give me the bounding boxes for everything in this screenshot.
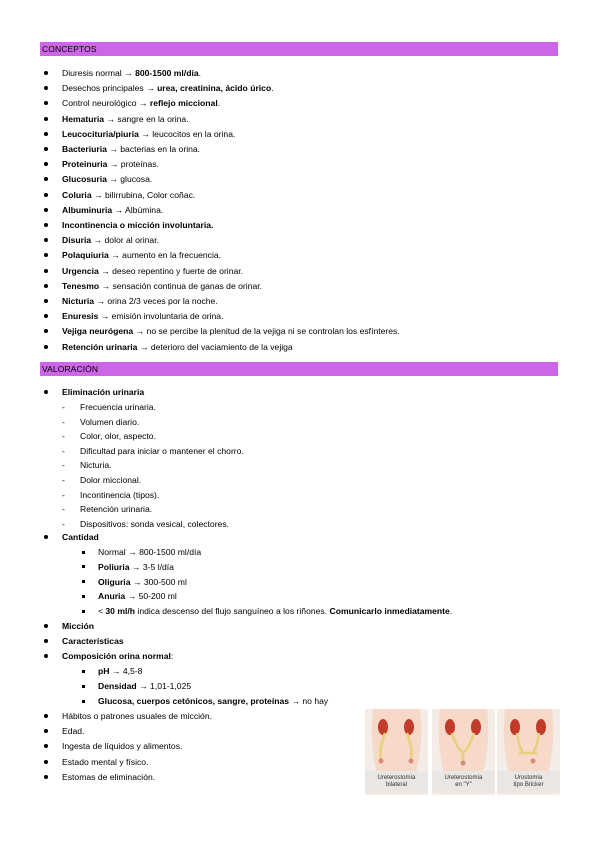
cantidad-title (62, 532, 99, 542)
bullet-dot (44, 147, 48, 151)
bullet-dot (44, 760, 48, 764)
stoma-caption (365, 771, 428, 793)
text-segment: Disuria (62, 235, 92, 246)
concept-item (62, 68, 201, 78)
text-segment: : (170, 651, 174, 661)
concept-item (62, 281, 262, 291)
bullet-dot (44, 177, 48, 181)
bullet-dot (44, 314, 48, 318)
bullet-dot (44, 86, 48, 90)
bullet-dot (44, 345, 48, 349)
eliminacion-item: Volumen diario. (80, 416, 140, 427)
valoracion-item: Edad. (62, 726, 85, 737)
text-segment: Cantidad (62, 532, 99, 542)
text-segment: Poliuria (98, 561, 130, 572)
stoma-caption (432, 771, 495, 793)
text-segment: → glucosa. (106, 174, 153, 185)
cantidad-item (98, 591, 177, 601)
text-segment: pH (98, 666, 110, 676)
bullet-dot (44, 390, 48, 394)
kidney-shape (378, 719, 388, 735)
kidney-shape (536, 719, 546, 735)
concept-item (62, 220, 213, 230)
text-segment: Polaquiuria (62, 250, 109, 261)
kidney-shape (445, 719, 455, 735)
stoma-figure-panel (432, 709, 495, 795)
text-segment: → no hay (289, 696, 329, 706)
eliminacion-item: Dificultad para iniciar o mantener el chorro. (80, 445, 244, 456)
dash-bullet: - (62, 504, 65, 515)
square-bullet (82, 700, 85, 703)
kidney-shape (404, 719, 414, 735)
text-segment: → orina 2/3 veces por la noche. (94, 296, 218, 306)
eliminacion-item: Nicturia. (80, 460, 112, 471)
text-segment: < (98, 606, 106, 617)
text-segment: Enuresis (62, 311, 99, 322)
concept-item (62, 342, 293, 352)
square-bullet (82, 551, 85, 554)
section-header-valoracion: VALORACIÓN (40, 362, 558, 376)
text-segment: . (198, 68, 202, 78)
dash-bullet: - (62, 460, 65, 471)
text-segment: → 50-200 ml (125, 591, 177, 602)
bullet-dot (44, 162, 48, 166)
text-segment: . (217, 98, 221, 109)
kidney-shape (510, 719, 520, 735)
text-segment: → bilirrubina, Color coñac. (91, 189, 196, 200)
text-segment: → deseo repentino y fuerte de orinar. (98, 265, 244, 276)
text-segment: Oliguria (98, 576, 131, 587)
concept-item (62, 144, 200, 154)
composicion-item (98, 681, 191, 691)
square-bullet (82, 610, 85, 613)
bullet-dot (44, 132, 48, 136)
concept-item (62, 83, 274, 93)
bullet-dot (44, 253, 48, 257)
text-segment: → sangre en la orina. (104, 113, 189, 124)
text-segment: indica descenso del flujo sanguíneo a los riñones. (135, 606, 330, 617)
text-segment: Urgencia (62, 265, 99, 276)
text-segment: Micción (62, 621, 94, 631)
valoracion-item: Estomas de eliminación. (62, 771, 156, 782)
cantidad-item (98, 606, 452, 616)
concept-item (62, 114, 189, 124)
caracteristicas-title (62, 636, 124, 646)
dash-bullet: - (62, 475, 65, 485)
dash-bullet: - (62, 445, 65, 456)
bullet-dot (44, 101, 48, 105)
stoma-figure-panel (365, 709, 428, 795)
miccion-title (62, 621, 94, 631)
bullet-dot (44, 775, 48, 779)
stoma-shape (409, 759, 414, 764)
stoma-caption (497, 771, 560, 793)
stoma-diagram (432, 709, 495, 773)
concept-item (62, 129, 235, 139)
bullet-dot (44, 71, 48, 75)
eliminacion-item: Color, olor, aspecto. (80, 431, 156, 442)
stoma-figure-panel (497, 709, 560, 795)
concept-item (62, 311, 223, 321)
concept-item (62, 174, 152, 184)
text-segment: urea, creatinina, ácido úrico (157, 83, 272, 94)
text-segment: → leucocitos en la orina. (138, 128, 236, 139)
dash-bullet: - (62, 489, 65, 500)
square-bullet (82, 670, 85, 673)
bullet-dot (44, 639, 48, 643)
composicion-item (98, 666, 142, 676)
text-segment: Coluria (62, 189, 92, 200)
valoracion-item: Estado mental y físico. (62, 756, 149, 767)
text-segment: Composición orina normal (62, 651, 171, 661)
dash-bullet: - (62, 402, 65, 412)
text-segment: → no se percibe la plenitud de la vejiga ni se controlan los esfínteres. (133, 326, 400, 337)
text-segment: Incontinencia o micción involuntaria. (62, 220, 214, 230)
concept-item (62, 190, 195, 200)
square-bullet (82, 580, 85, 583)
eliminacion-item: Incontinencia (tipos). (80, 489, 160, 500)
dash-bullet: - (62, 431, 65, 442)
text-segment: → 1,01-1,025 (136, 681, 192, 691)
text-segment: → emisión involuntaria de orina. (98, 311, 224, 322)
bullet-dot (44, 329, 48, 333)
bullet-dot (44, 223, 48, 227)
stoma-shape (379, 759, 384, 764)
text-segment: . (449, 606, 453, 617)
text-segment: Normal → 800-1500 ml/día (98, 547, 202, 557)
composicion-item (98, 696, 328, 706)
text-segment: → deterioro del vaciamiento de la vejiga (137, 341, 293, 352)
text-segment: Tenesmo (62, 280, 100, 291)
text-segment: Glucosa, cuerpos cetónicos, sangre, proteínas (98, 696, 290, 706)
caption-line: en "Y" (455, 782, 472, 788)
text-segment: Características (62, 636, 124, 646)
text-segment: → bacterias en la orina. (106, 144, 201, 154)
square-bullet (82, 595, 85, 598)
cantidad-item (98, 562, 174, 572)
square-bullet (82, 685, 85, 688)
stoma-shape (461, 761, 466, 766)
caption-line: tipo Bricker (513, 782, 544, 788)
stoma-diagram (497, 709, 560, 773)
text-segment: Bacteriuria (62, 144, 107, 154)
torso-shape (372, 709, 422, 773)
bullet-dot (44, 535, 48, 539)
valoracion-item: Ingesta de líquidos y alimentos. (62, 741, 183, 752)
stoma-shape (531, 759, 536, 764)
text-segment: Nicturia (62, 296, 94, 306)
dash-bullet: - (62, 518, 65, 529)
concept-item (62, 250, 221, 260)
eliminacion-item: Frecuencia urinaria. (80, 402, 156, 412)
text-segment: Proteinuria (62, 159, 108, 170)
bullet-dot (44, 208, 48, 212)
bullet-dot (44, 729, 48, 733)
bullet-dot (44, 299, 48, 303)
text-segment: Leucocituria/piuria (62, 128, 139, 139)
bullet-dot (44, 269, 48, 273)
text-segment: Glucosuria (62, 174, 107, 185)
caption-line: Ureterostomía (444, 775, 483, 781)
concept-item (62, 205, 163, 215)
square-bullet (82, 565, 85, 568)
text-segment: Albuminuria (62, 204, 113, 215)
cantidad-item (98, 577, 187, 587)
eliminacion-item: Dispositivos: sonda vesical, colectores. (80, 518, 230, 529)
dash-bullet: - (62, 416, 65, 427)
text-segment: → Albúmina. (112, 204, 164, 215)
text-segment: Desechos principales → (62, 83, 158, 94)
text-segment: → proteínas. (107, 159, 159, 170)
caption-line: bilateral (385, 782, 407, 788)
text-segment: → sensación continua de ganas de orinar. (99, 280, 263, 291)
caption-line: Urostomía (514, 775, 543, 781)
text-segment: Diuresis normal → (62, 68, 136, 78)
text-segment: Anuria (98, 591, 126, 602)
bullet-dot (44, 284, 48, 288)
kidney-shape (471, 719, 481, 735)
section-header-conceptos: CONCEPTOS (40, 42, 558, 56)
eliminacion-title (62, 387, 144, 397)
torso-shape (504, 709, 554, 773)
composicion-title (62, 651, 173, 661)
text-segment: 800-1500 ml/día (135, 68, 199, 78)
text-segment: Hematuria (62, 113, 105, 124)
text-segment: → 300-500 ml (130, 576, 187, 587)
stoma-diagram (365, 709, 428, 773)
concept-item (62, 296, 218, 306)
cantidad-item (98, 547, 201, 557)
bullet-dot (44, 193, 48, 197)
eliminacion-item: Retención urinaria. (80, 504, 153, 515)
concept-item (62, 98, 220, 108)
text-segment: Comunicarlo inmediatamente (329, 606, 450, 617)
bullet-dot (44, 654, 48, 658)
text-segment: → 3-5 l/día (129, 561, 174, 572)
text-segment: → 4,5-8 (109, 666, 143, 676)
bullet-dot (44, 624, 48, 628)
text-segment: Vejiga neurógena (62, 326, 134, 337)
text-segment: → dolor al orinar. (91, 235, 159, 246)
bullet-dot (44, 117, 48, 121)
bullet-dot (44, 714, 48, 718)
text-segment: → aumento en la frecuencia. (108, 250, 222, 261)
concept-item (62, 159, 159, 169)
text-segment: Control neurológico → (62, 98, 150, 109)
text-segment: Eliminación urinaria (62, 387, 145, 397)
concept-item (62, 326, 400, 336)
text-segment: 30 ml/h (105, 606, 136, 617)
text-segment: reflejo miccional (149, 98, 218, 109)
concept-item (62, 235, 159, 245)
bullet-dot (44, 238, 48, 242)
text-segment: Densidad (98, 681, 137, 691)
concept-item (62, 266, 243, 276)
eliminacion-item: Dolor miccional. (80, 475, 142, 485)
bullet-dot (44, 744, 48, 748)
text-segment: Retención urinaria (62, 341, 138, 352)
caption-line: Ureterostomía (377, 775, 416, 781)
valoracion-item: Hábitos o patrones usuales de micción. (62, 711, 212, 721)
text-segment: . (271, 83, 274, 94)
